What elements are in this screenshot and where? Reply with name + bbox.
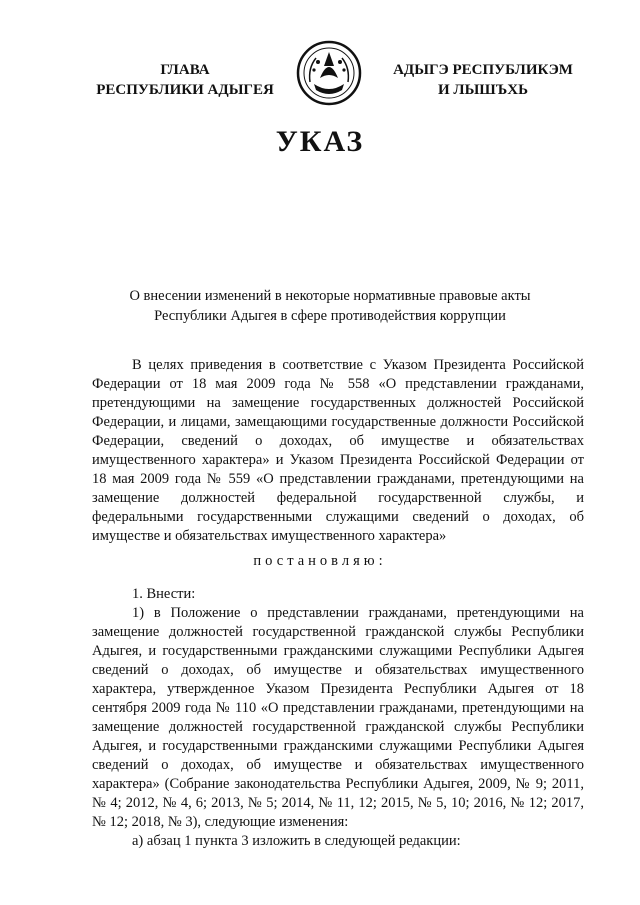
decree-word: постановляю: bbox=[253, 553, 387, 569]
issuer-line-2-adyghe: И ЛЫШЪХЬ bbox=[437, 82, 529, 98]
subject-line-1: О внесении изменений в некоторые нормативные правовые акты bbox=[129, 288, 531, 304]
items-block bbox=[92, 585, 584, 851]
issuer-line-2: РЕСПУБЛИКИ АДЫГЕЯ bbox=[96, 82, 274, 98]
issuer-line-1-adyghe: АДЫГЭ РЕСПУБЛИКЭМ bbox=[393, 62, 573, 78]
preamble-paragraph: В целях приведения в соответствие с Указом Президента Российской Федерации от 18 мая 2009 года № 558 «О представлении гражданами, претендующими на замещение государственных должностей Российской Федерации, и лицами, замещающими государственные должности Российской Федерации, сведений о доходах, об имуществе и обязательствах имущественного характера» и Указом Президента Российской Федерации от 18 мая 2009 года № 559 «О представлении гражданами, претендующими на замещение должностей федеральной государственной службы, и федеральными государственными служащими сведений о доходах, об имуществе и обязательствах имущественного характера» bbox=[92, 357, 584, 544]
issuer-block-adyghe bbox=[368, 60, 598, 100]
issuer-line-1: ГЛАВА bbox=[160, 62, 210, 78]
item-1-1: 1) в Положение о представлении гражданами, претендующими на замещение должностей государственной гражданской службы Республики Адыгея, и государственными гражданскими служащими Республики Адыгея сведений о доходах, об имуществе и обязательствах имущественного характера, утвержденное Указом Президента Республики Адыгея от 18 сентября 2009 года № 110 «О представлении гражданами, претендующими на замещение должностей государственной гражданской службы Республики Адыгея, и государственными гражданскими служащими Республики Адыгея сведений о доходах, об имуществе и обязательствах имущественного характера» (Собрание законодательства Республики Адыгея, 2009, № 9; 2011, № 4; 2012, № 4, 6; 2013, № 5; 2014, № 11, 12; 2015, № 5, 10; 2016, № 12; 2017, № 12; 2018, № 3), следующие изменения: bbox=[92, 605, 584, 830]
issuer-block-russian bbox=[70, 60, 300, 100]
preamble-block bbox=[92, 356, 584, 546]
coat-of-arms-icon bbox=[294, 38, 364, 108]
subject-line-2: Республики Адыгея в сфере противодействия коррупции bbox=[154, 308, 506, 324]
document-subject bbox=[80, 286, 580, 326]
item-1-1-a: а) абзац 1 пункта 3 изложить в следующей редакции: bbox=[132, 833, 461, 849]
item-1: 1. Внести: bbox=[132, 586, 196, 602]
document-title: УКАЗ bbox=[275, 125, 365, 158]
